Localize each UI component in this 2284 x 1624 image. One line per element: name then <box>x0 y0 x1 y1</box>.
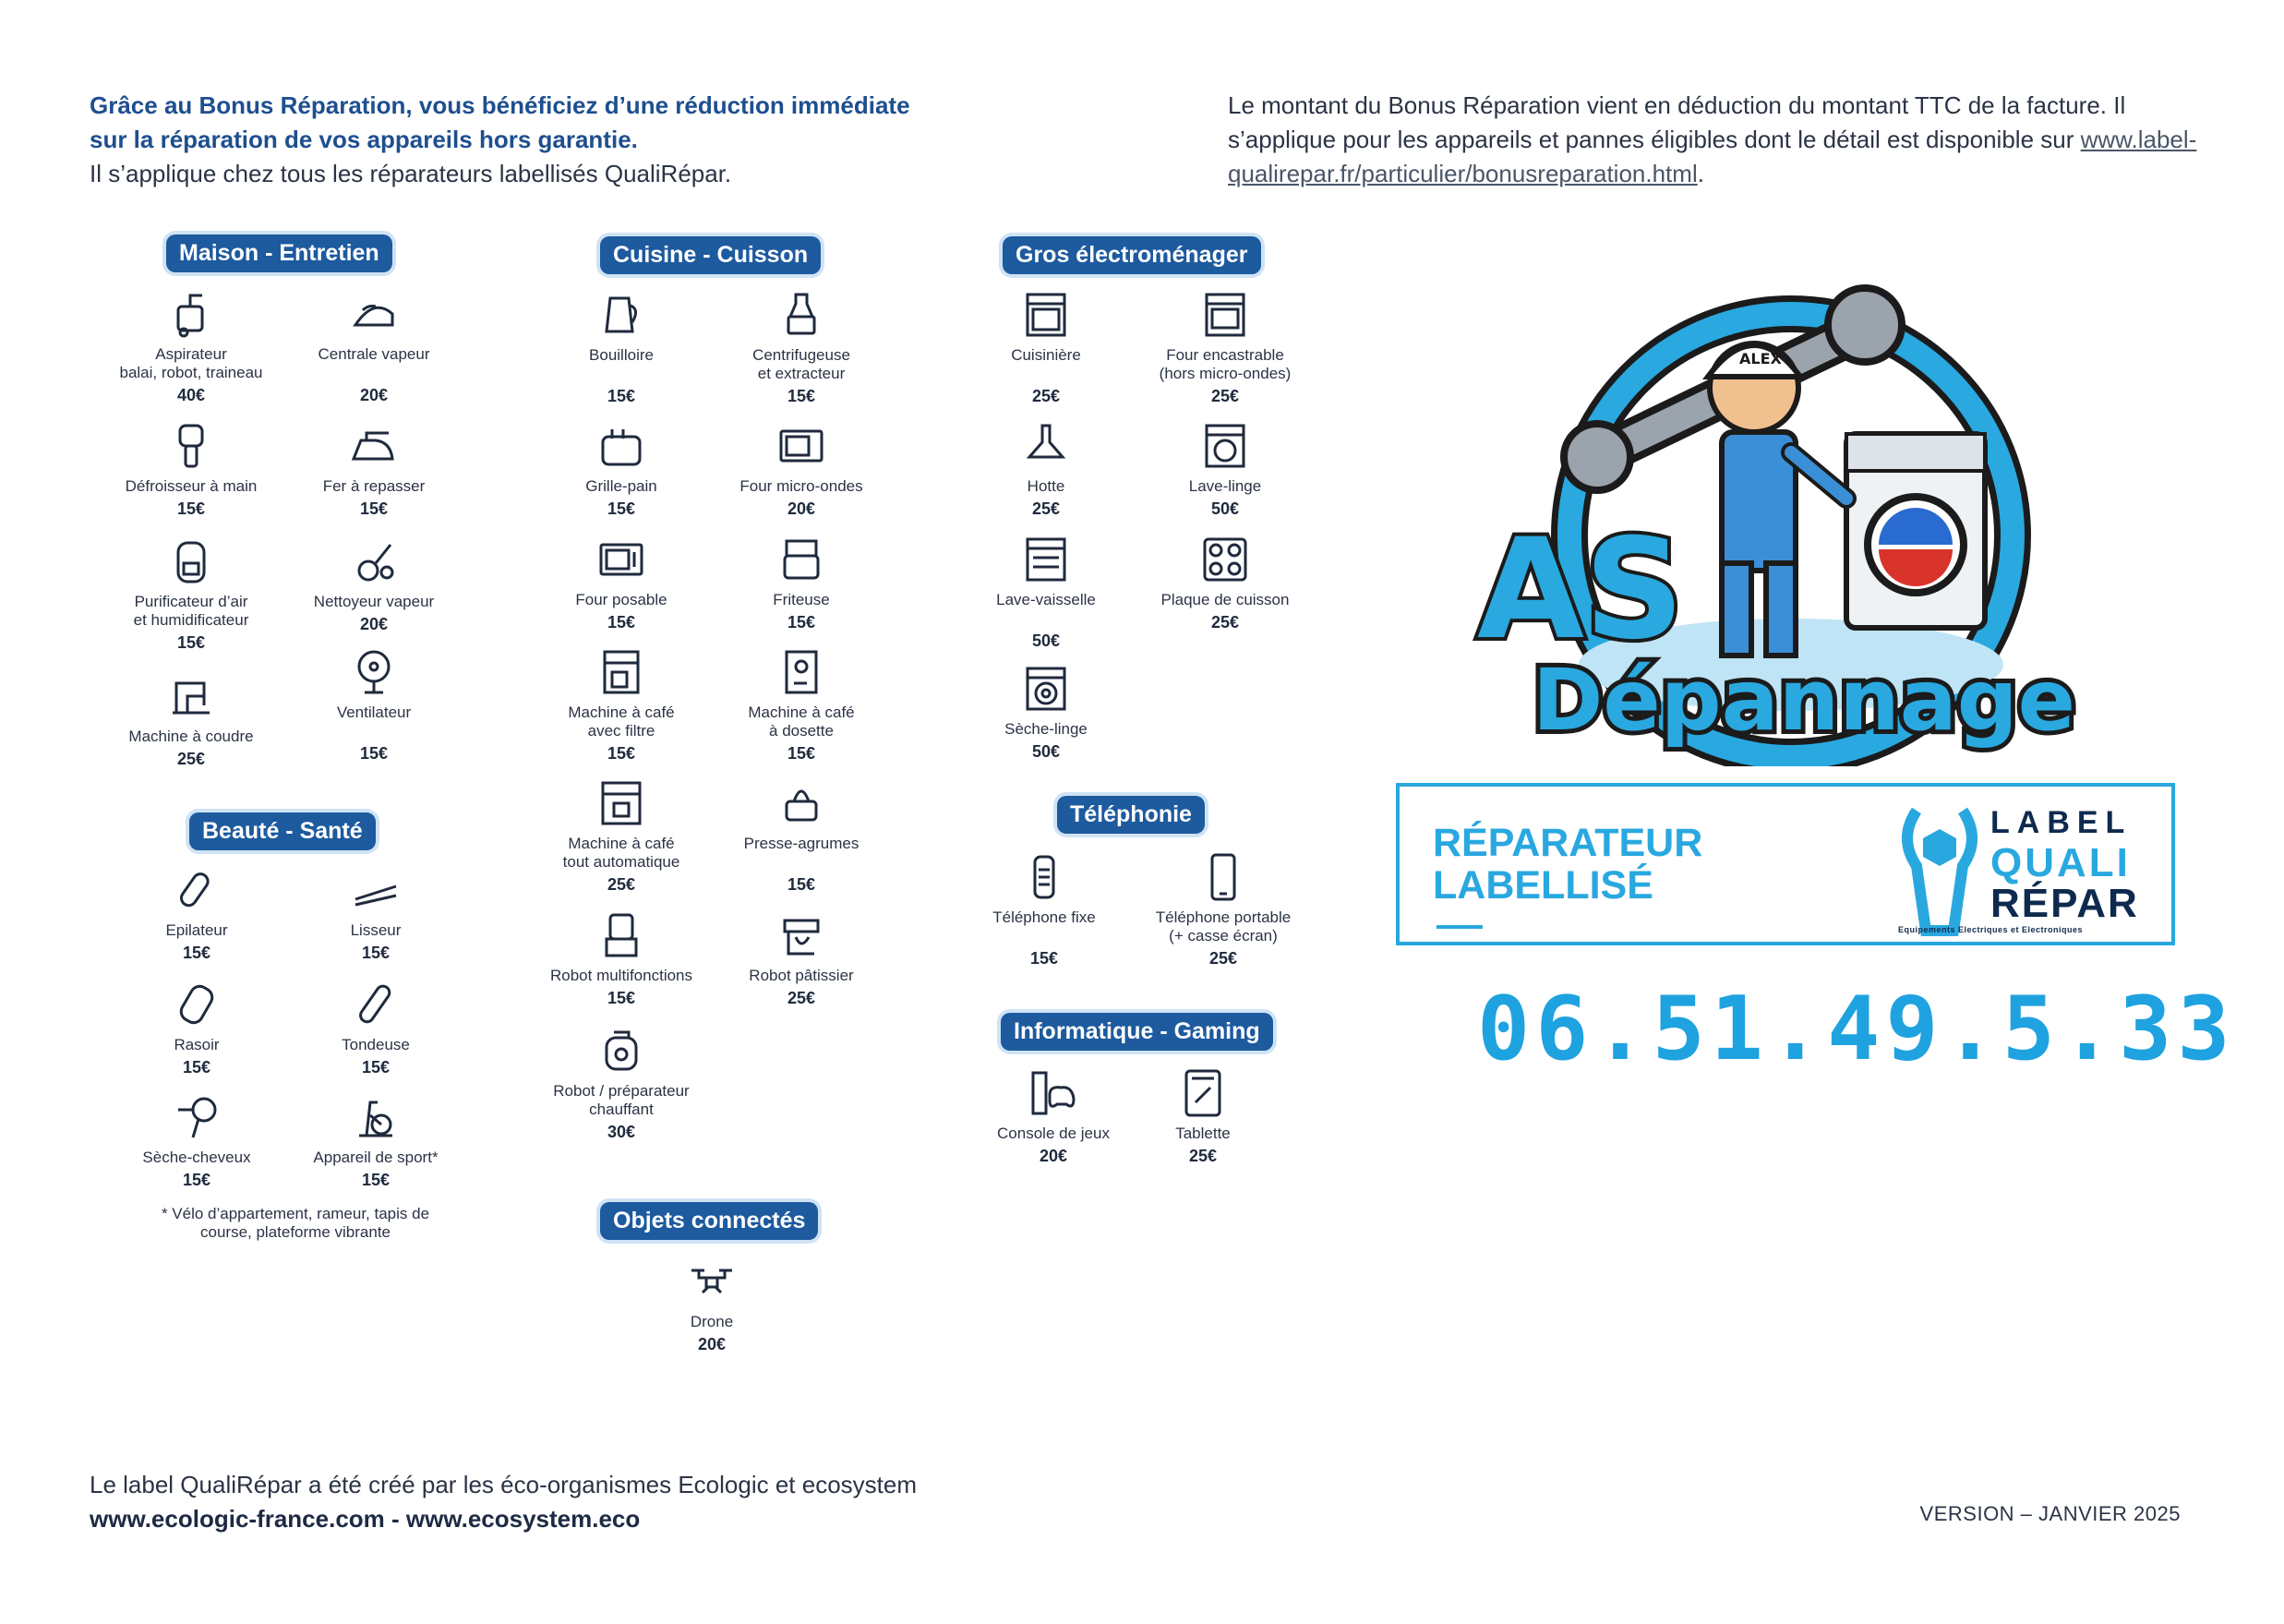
qualirepar-person-icon <box>1889 801 1990 940</box>
item-label: Robot pâtissier <box>749 967 854 984</box>
item-price: 20€ <box>1039 1147 1068 1165</box>
item-label: Drone <box>690 1313 734 1330</box>
item-label: Appareil de sport* <box>313 1149 439 1166</box>
intro-line-3: Il s’applique chez tous les réparateurs labellisés QualiRépar. <box>90 160 732 187</box>
item-label: Tondeuse <box>342 1036 410 1053</box>
microwave-icon <box>775 420 827 472</box>
logo-label-word: LABEL <box>1990 805 2133 840</box>
reparateur-labellise <box>1433 822 1702 907</box>
intro-line-2: sur la réparation de vos appareils hors garantie. <box>90 126 638 153</box>
item-label: Centrifugeuse et extracteur <box>752 346 850 382</box>
item-label: Robot multifonctions <box>549 967 693 984</box>
item-price: 25€ <box>1210 613 1240 632</box>
version-label: VERSION – JANVIER 2025 <box>1919 1502 2181 1525</box>
item-price: 15€ <box>607 387 636 405</box>
item-plaque-cuisson <box>1137 534 1313 632</box>
item-price: 25€ <box>1031 387 1061 405</box>
item-label: Machine à café tout automatique <box>562 835 680 871</box>
category-gros-electromenager: Gros électroménager <box>1003 236 1261 274</box>
item-price: 15€ <box>607 744 636 763</box>
item-label: Four encastrable (hors micro-ondes) <box>1159 346 1292 382</box>
brand-as: AS <box>1477 510 1685 670</box>
item-label: Téléphone portable (+ casse écran) <box>1155 908 1292 944</box>
item-grille-pain <box>534 420 709 519</box>
item-label: Rasoir <box>174 1036 220 1053</box>
game-console-icon <box>1028 1067 1079 1119</box>
item-price: 15€ <box>182 944 211 962</box>
item-robot-multifonctions <box>534 909 709 1008</box>
item-price: 40€ <box>176 386 206 404</box>
item-price: 15€ <box>787 387 816 405</box>
sewing-machine-icon <box>165 670 217 722</box>
built-in-oven-icon <box>1199 289 1251 341</box>
item-rasoir <box>109 979 284 1077</box>
item-price: 15€ <box>607 613 636 632</box>
tablet-icon <box>1177 1067 1229 1119</box>
bonus-info <box>1228 89 2197 191</box>
item-tondeuse <box>288 979 463 1077</box>
washing-machine-illustration <box>1846 434 1985 628</box>
logo-subtitle: Equipements Electriques et Electroniques <box>1898 925 2084 934</box>
item-price: 50€ <box>1210 499 1240 518</box>
item-price: 20€ <box>787 499 816 518</box>
item-fer-repasser <box>286 420 462 519</box>
item-ventilateur <box>286 646 462 764</box>
item-price: 15€ <box>1029 949 1059 968</box>
item-price: 20€ <box>697 1335 727 1353</box>
dishwasher-icon <box>1020 534 1072 585</box>
item-label: Grille-pain <box>585 477 657 495</box>
iron-icon <box>348 420 400 472</box>
toaster-oven-icon <box>595 534 647 585</box>
air-purifier-icon <box>165 535 217 587</box>
item-label: Hotte <box>1027 477 1065 495</box>
category-telephonie: Téléphonie <box>1057 796 1205 834</box>
shaver-icon <box>171 979 222 1030</box>
item-presse-agrumes <box>714 777 889 895</box>
cooktop-icon <box>1199 534 1251 585</box>
item-price: 15€ <box>359 499 389 518</box>
item-cuisiniere <box>958 289 1134 406</box>
kettle-icon <box>595 289 647 341</box>
steam-cleaner-icon <box>348 535 400 587</box>
logo-quali-word: QUALI <box>1990 840 2131 885</box>
item-label: Tablette <box>1175 1125 1231 1142</box>
food-processor-icon <box>595 909 647 961</box>
item-label: Console de jeux <box>997 1125 1110 1142</box>
item-price: 25€ <box>607 875 636 894</box>
steam-station-icon <box>348 288 400 340</box>
item-label: Centrale vapeur <box>318 345 430 363</box>
item-label: Sèche-cheveux <box>142 1149 251 1166</box>
item-label: Défroisseur à main <box>125 477 258 495</box>
trimmer-icon <box>350 979 402 1030</box>
as-depannage-logo <box>1459 268 2086 766</box>
hair-straightener-icon <box>350 864 402 916</box>
item-label: Robot / préparateur chauffant <box>553 1082 690 1118</box>
item-price: 30€ <box>607 1123 636 1141</box>
item-label: Purificateur d’air et humidificateur <box>133 593 249 629</box>
item-label: Nettoyeur vapeur <box>313 593 435 610</box>
intro-text <box>90 89 1179 191</box>
bonus-info-end: . <box>1697 160 1704 187</box>
espresso-machine-icon <box>595 777 647 829</box>
item-price: 15€ <box>176 499 206 518</box>
stand-mixer-icon <box>775 909 827 961</box>
item-price: 25€ <box>1031 499 1061 518</box>
item-label: Lave-linge <box>1188 477 1262 495</box>
range-hood-icon <box>1020 420 1072 472</box>
item-cafe-auto <box>534 777 709 895</box>
drone-icon <box>686 1256 738 1307</box>
item-price: 25€ <box>1208 949 1238 968</box>
item-robot-chauffant <box>534 1025 709 1142</box>
brand-depannage: Dépannage <box>1533 651 2076 750</box>
item-label: Epilateur <box>165 921 228 939</box>
item-label: Aspirateur balai, robot, traineau <box>119 345 263 381</box>
item-price: 25€ <box>1210 387 1240 405</box>
footer-links[interactable]: www.ecologic-france.com - www.ecosystem.eco <box>90 1505 641 1533</box>
sport-footnote: * Vélo d’appartement, rameur, tapis de course, plateforme vibrante <box>161 1205 430 1241</box>
item-price: 15€ <box>607 989 636 1007</box>
item-lave-linge <box>1137 420 1313 519</box>
item-label: Fer à repasser <box>322 477 426 495</box>
item-price: 50€ <box>1031 742 1061 761</box>
item-price: 25€ <box>787 989 816 1007</box>
item-price: 25€ <box>176 750 206 768</box>
item-lave-vaisselle <box>958 534 1134 651</box>
item-lisseur <box>288 864 463 963</box>
item-label: Four micro-ondes <box>739 477 863 495</box>
item-label: Lave-vaisselle <box>996 591 1096 608</box>
juicer-icon <box>775 289 827 341</box>
cordless-phone-icon <box>1018 851 1070 903</box>
item-seche-cheveux <box>109 1091 284 1190</box>
helmet-text: ALEX <box>1739 350 1782 367</box>
category-maison-entretien: Maison - Entretien <box>166 235 392 272</box>
category-informatique-gaming: Informatique - Gaming <box>1001 1013 1273 1051</box>
item-price: 20€ <box>359 386 389 404</box>
cooking-robot-icon <box>595 1025 647 1077</box>
footer-line-1: Le label QualiRépar a été créé par les éco-organismes Ecologic et ecosystem <box>90 1471 918 1498</box>
item-price: 25€ <box>1188 1147 1218 1165</box>
item-drone <box>624 1256 799 1354</box>
intro-line-1: Grâce au Bonus Réparation, vous bénéficiez d’une réduction immédiate <box>90 91 910 119</box>
item-price: 15€ <box>361 1171 391 1189</box>
citrus-press-icon <box>775 777 827 829</box>
fan-icon <box>348 646 400 698</box>
garment-steamer-icon <box>165 420 217 472</box>
pod-coffee-icon <box>775 646 827 698</box>
item-hotte <box>958 420 1134 519</box>
item-defroisseur <box>103 420 279 519</box>
item-price: 20€ <box>359 615 389 633</box>
item-price: 15€ <box>182 1171 211 1189</box>
item-price: 15€ <box>787 875 816 894</box>
item-price: 15€ <box>787 744 816 763</box>
filter-coffee-icon <box>595 646 647 698</box>
item-label: Bouilloire <box>589 346 654 364</box>
item-four-encastrable <box>1137 289 1313 406</box>
item-tablette <box>1115 1067 1291 1166</box>
item-friteuse <box>714 534 889 632</box>
item-label: Lisseur <box>350 921 402 939</box>
item-telephone-fixe <box>956 851 1132 968</box>
item-label: Friteuse <box>773 591 830 608</box>
item-appareil-sport <box>288 1091 463 1190</box>
item-bouilloire <box>534 289 709 406</box>
item-label: Plaque de cuisson <box>1160 591 1290 608</box>
hair-dryer-icon <box>171 1091 222 1143</box>
item-aspirateur <box>103 288 279 405</box>
item-price: 15€ <box>607 499 636 518</box>
item-four-posable <box>534 534 709 632</box>
item-price: 15€ <box>361 944 391 962</box>
item-price: 50€ <box>1031 632 1061 650</box>
washing-machine-icon <box>1199 420 1251 472</box>
item-seche-linge <box>958 663 1134 762</box>
item-cafe-filtre <box>534 646 709 764</box>
item-price: 15€ <box>182 1058 211 1077</box>
item-epilateur <box>109 864 284 963</box>
bonus-info-link[interactable]: www.label-qualirepar.fr/particulier/bonusreparation.html <box>1228 126 2197 187</box>
item-centrifugeuse <box>714 289 889 406</box>
dryer-icon <box>1020 663 1072 715</box>
item-nettoyeur-vapeur <box>286 535 462 634</box>
item-price: 15€ <box>359 744 389 763</box>
item-cafe-dosette <box>714 646 889 764</box>
item-label: Téléphone fixe <box>992 908 1096 926</box>
item-label: Cuisinière <box>1011 346 1081 364</box>
mechanic-illustration <box>1708 343 1846 656</box>
label-line-2: LABELLISÉ <box>1433 863 1653 908</box>
item-purificateur <box>103 535 279 653</box>
item-price: 15€ <box>787 613 816 632</box>
item-label: Sèche-linge <box>1004 720 1088 738</box>
footer <box>90 1468 917 1536</box>
exercise-bike-icon <box>350 1091 402 1143</box>
item-price: 15€ <box>361 1058 391 1077</box>
item-label: Machine à coudre <box>128 728 254 745</box>
vacuum-icon <box>165 288 217 340</box>
item-label: Presse-agrumes <box>743 835 860 852</box>
item-label: Ventilateur <box>336 704 412 721</box>
label-dash <box>1437 925 1483 929</box>
smartphone-icon <box>1197 851 1249 903</box>
item-machine-coudre <box>103 670 279 769</box>
item-label: Four posable <box>575 591 667 608</box>
item-price: 15€ <box>176 633 206 652</box>
item-label: Machine à café à dosette <box>748 704 855 740</box>
logo-repar-word: RÉPAR <box>1990 881 2139 926</box>
category-objets-connectes: Objets connectés <box>600 1202 818 1240</box>
bonus-info-text: Le montant du Bonus Réparation vient en déduction du montant TTC de la facture. Il s’applique pour les appareils et pannes éligibles dont le détail est disponible sur <box>1228 91 2126 153</box>
label-line-1: RÉPARATEUR <box>1433 821 1703 865</box>
cooker-icon <box>1020 289 1072 341</box>
item-micro-ondes <box>714 420 889 519</box>
item-label: Machine à café avec filtre <box>568 704 675 740</box>
fryer-icon <box>775 534 827 585</box>
qualirepar-label-box <box>1396 783 2175 945</box>
epilator-icon <box>171 864 222 916</box>
item-telephone-portable <box>1136 851 1311 968</box>
item-robot-patissier <box>714 909 889 1008</box>
toaster-icon <box>595 420 647 472</box>
phone-number[interactable]: 06.51.49.5.33 <box>1477 979 2236 1080</box>
category-beaute-sante: Beauté - Santé <box>189 812 376 850</box>
category-cuisine-cuisson: Cuisine - Cuisson <box>600 236 821 274</box>
item-centrale-vapeur <box>286 288 462 405</box>
